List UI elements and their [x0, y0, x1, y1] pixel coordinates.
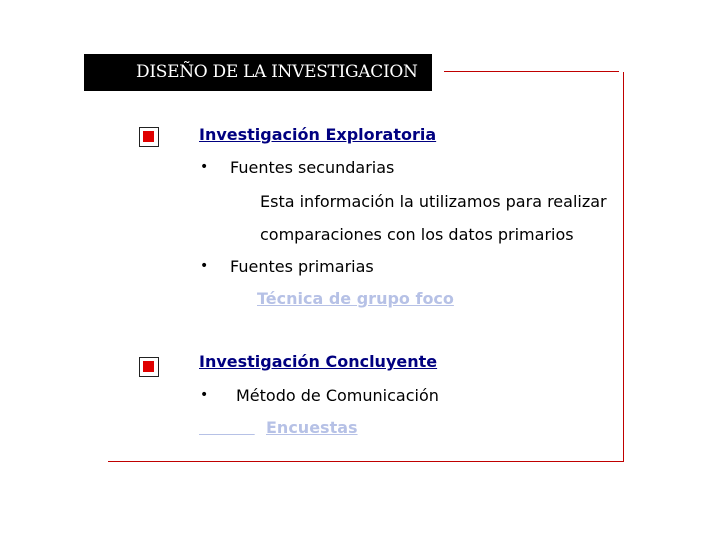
title-bar [84, 54, 432, 91]
frame-line-bottom [108, 461, 624, 462]
bullet-dot: • [200, 159, 209, 175]
section-heading-exploratoria: Investigación Exploratoria [199, 125, 437, 144]
item-fuentes-primarias: Fuentes primarias [230, 257, 374, 276]
red-square-fill [143, 361, 154, 372]
page-title: DISEÑO DE LA INVESTIGACION [136, 62, 418, 82]
red-square-bullet-icon [139, 357, 159, 377]
item-fuentes-secundarias: Fuentes secundarias [230, 158, 395, 177]
item-metodo-comunicacion: Método de Comunicación [236, 386, 439, 405]
section-heading-concluyente: Investigación Concluyente [199, 352, 438, 371]
description-line-1: Esta información la utilizamos para realizar [260, 192, 607, 211]
link-encuestas-leader [199, 418, 255, 437]
frame-line-top [444, 71, 619, 72]
description-line-2: comparaciones con los datos primarios [260, 225, 574, 244]
bullet-dot: • [200, 387, 209, 403]
link-grupo-foco[interactable]: Técnica de grupo foco [257, 289, 454, 308]
red-square-fill [143, 131, 154, 142]
bullet-dot: • [200, 258, 209, 274]
frame-line-right [623, 72, 624, 462]
red-square-bullet-icon [139, 127, 159, 147]
link-encuestas[interactable]: Encuestas [266, 418, 358, 437]
